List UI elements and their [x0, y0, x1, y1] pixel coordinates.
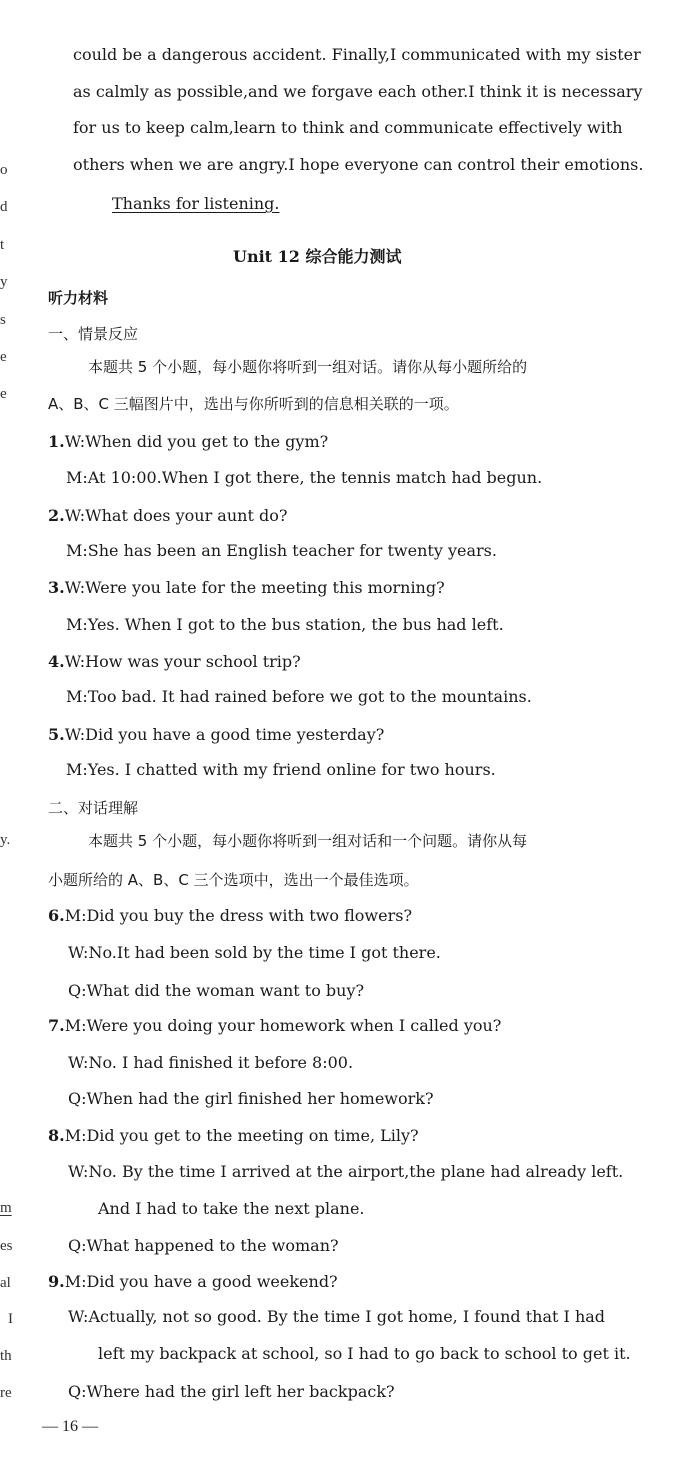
dialogue-line: M:Did you buy the dress with two flowers?: [64, 906, 413, 925]
dialogue-line: Q:When had the girl finished her homework?: [68, 1089, 434, 1108]
margin-fragment: d: [0, 199, 8, 215]
unit-title: Unit 12 综合能力测试: [233, 247, 402, 266]
question-number: 8.: [48, 1126, 65, 1145]
dialogue-line: Q:What did the woman want to buy?: [68, 981, 365, 1000]
question-number: 6.: [48, 906, 65, 925]
question-number: 3.: [48, 578, 65, 597]
dialogue-line: M:She has been an English teacher for twenty years.: [66, 541, 497, 560]
dialogue-line: left my backpack at school, so I had to go back to school to get it.: [98, 1344, 631, 1363]
dialogue-line: W:What does your aunt do?: [64, 506, 288, 525]
margin-fragment: re: [0, 1385, 12, 1401]
question-number: 4.: [48, 652, 65, 671]
dialogue-line: M:Too bad. It had rained before we got to the mountains.: [66, 687, 532, 706]
margin-fragment: t: [0, 237, 5, 253]
section2-heading: 二、对话理解: [48, 799, 139, 817]
dialogue-line: W:No. By the time I arrived at the airport,the plane had already left.: [68, 1162, 624, 1181]
intro-line: could be a dangerous accident. Finally,I communicated with my sister: [73, 45, 641, 64]
margin-fragment: s: [0, 312, 6, 328]
margin-fragment: o: [0, 162, 8, 178]
question-number: 1.: [48, 432, 65, 451]
question-number: 5.: [48, 725, 65, 744]
margin-fragment: I: [8, 1311, 13, 1327]
dialogue-line: Q:Where had the girl left her backpack?: [68, 1382, 395, 1401]
dialogue-line: M:Did you have a good weekend?: [64, 1272, 338, 1291]
question-number: 2.: [48, 506, 65, 525]
closing-line: Thanks for listening.: [112, 194, 280, 213]
question-item: [48, 905, 412, 927]
margin-fragment: y: [0, 274, 8, 290]
dialogue-line: W:When did you get to the gym?: [64, 432, 329, 451]
margin-fragment: th: [0, 1348, 12, 1364]
question-item: [48, 577, 445, 599]
section1-heading: 一、情景反应: [48, 325, 139, 343]
dialogue-line: And I had to take the next plane.: [98, 1199, 365, 1218]
dialogue-line: W:Were you late for the meeting this morning?: [64, 578, 445, 597]
question-number: 9.: [48, 1272, 65, 1291]
dialogue-line: M:At 10:00.When I got there, the tennis match had begun.: [66, 468, 543, 487]
dialogue-line: Q:What happened to the woman?: [68, 1236, 339, 1255]
section1-instruction: A、B、C 三幅图片中，选出与你所听到的信息相关联的一项。: [48, 395, 459, 413]
margin-fragment: es: [0, 1238, 13, 1254]
question-item: [48, 1015, 501, 1037]
margin-fragment: y.: [0, 832, 11, 848]
dialogue-line: W:Did you have a good time yesterday?: [64, 725, 385, 744]
margin-fragment: al: [0, 1275, 11, 1291]
question-item: [48, 431, 328, 453]
question-number: 7.: [48, 1016, 65, 1035]
dialogue-line: M:Yes. I chatted with my friend online for two hours.: [66, 760, 496, 779]
dialogue-line: M:Did you get to the meeting on time, Lily?: [64, 1126, 419, 1145]
intro-line: as calmly as possible,and we forgave each other.I think it is necessary: [73, 82, 643, 101]
intro-line: others when we are angry.I hope everyone can control their emotions.: [73, 155, 644, 174]
page-number: — 16 —: [42, 1418, 98, 1435]
section2-instruction: 小题所给的 A、B、C 三个选项中，选出一个最佳选项。: [48, 871, 419, 889]
margin-fragment: e: [0, 349, 7, 365]
question-item: [48, 1271, 338, 1293]
intro-line: for us to keep calm,learn to think and communicate effectively with: [73, 118, 623, 137]
listening-heading: 听力材料: [48, 289, 109, 307]
question-item: [48, 724, 384, 746]
dialogue-line: M:Yes. When I got to the bus station, the bus had left.: [66, 615, 504, 634]
dialogue-line: W:No.It had been sold by the time I got there.: [68, 943, 441, 962]
question-item: [48, 1125, 419, 1147]
section1-instruction: 本题共 5 个小题，每小题你将听到一组对话。请你从每小题所给的: [88, 358, 528, 376]
margin-fragment: e: [0, 386, 7, 402]
dialogue-line: W:Actually, not so good. By the time I got home, I found that I had: [68, 1307, 606, 1326]
dialogue-line: W:How was your school trip?: [64, 652, 301, 671]
margin-fragment: m: [0, 1200, 12, 1216]
dialogue-line: W:No. I had finished it before 8:00.: [68, 1053, 354, 1072]
dialogue-line: M:Were you doing your homework when I called you?: [64, 1016, 502, 1035]
question-item: [48, 651, 301, 673]
section2-instruction: 本题共 5 个小题，每小题你将听到一组对话和一个问题。请你从每: [88, 832, 528, 850]
question-item: [48, 505, 287, 527]
